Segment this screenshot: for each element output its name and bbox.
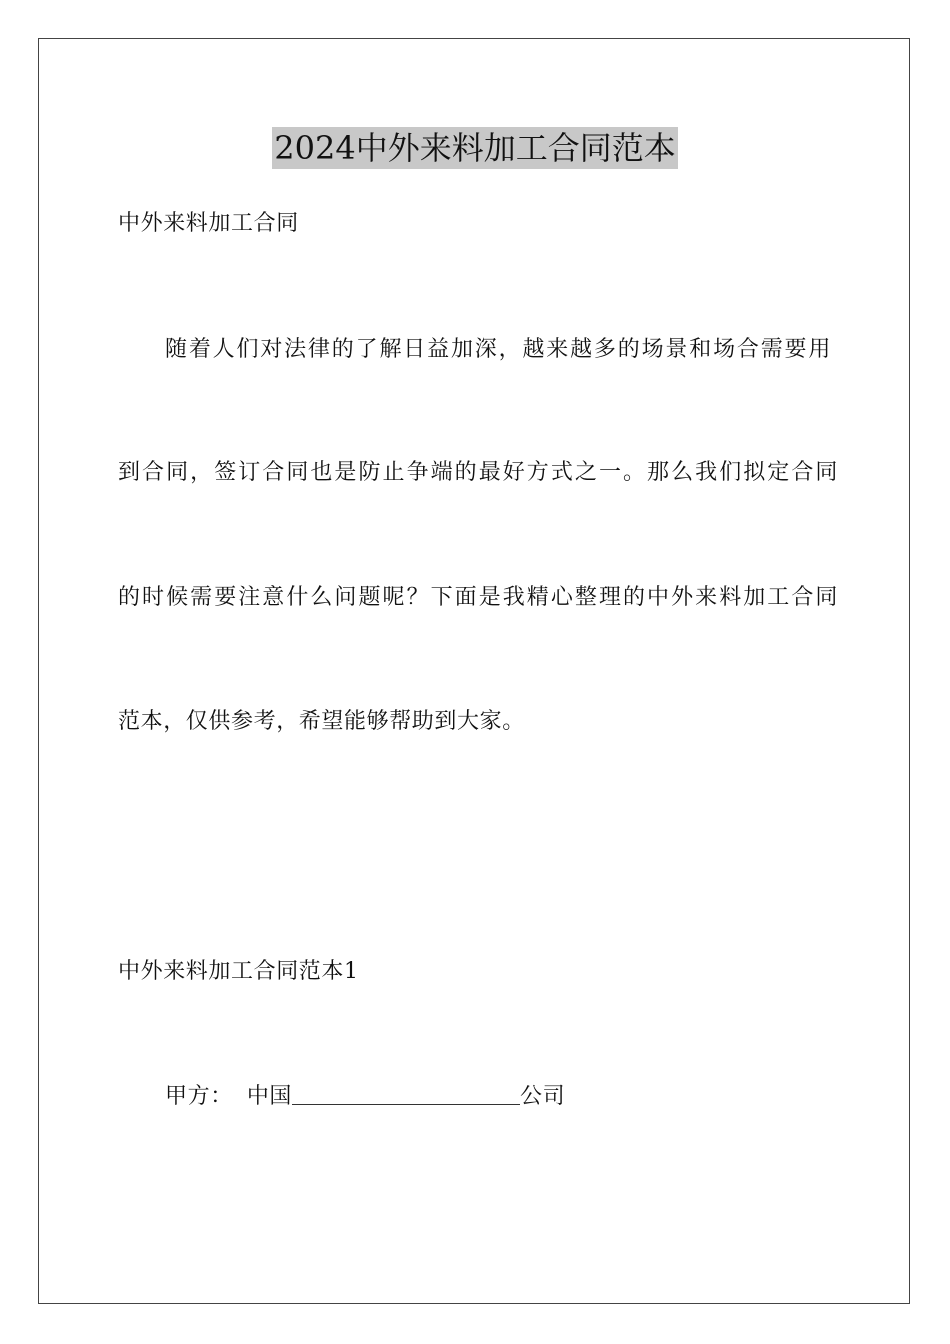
intro-line-3: 的时候需要注意什么问题呢？下面是我精心整理的中外来料加工合同 <box>118 585 838 610</box>
intro-line-2: 到合同，签订合同也是防止争端的最好方式之一。那么我们拟定合同 <box>118 460 838 485</box>
document-title: 2024中外来料加工合同范本 <box>274 129 676 167</box>
party-a-prefix: 中国 <box>246 1084 293 1109</box>
title-container <box>0 127 950 169</box>
document-subtitle: 中外来料加工合同 <box>118 211 299 236</box>
party-a-line <box>165 1082 885 1111</box>
intro-line-1: 随着人们对法律的了解日益加深，越来越多的场景和场合需要用 <box>165 337 831 362</box>
party-a-blank <box>292 1082 520 1105</box>
intro-line-4: 范本，仅供参考，希望能够帮助到大家。 <box>118 709 525 734</box>
party-a-suffix: 公司 <box>520 1084 566 1109</box>
section-heading: 中外来料加工合同范本1 <box>118 959 359 984</box>
party-a-label: 甲方： <box>165 1084 233 1109</box>
